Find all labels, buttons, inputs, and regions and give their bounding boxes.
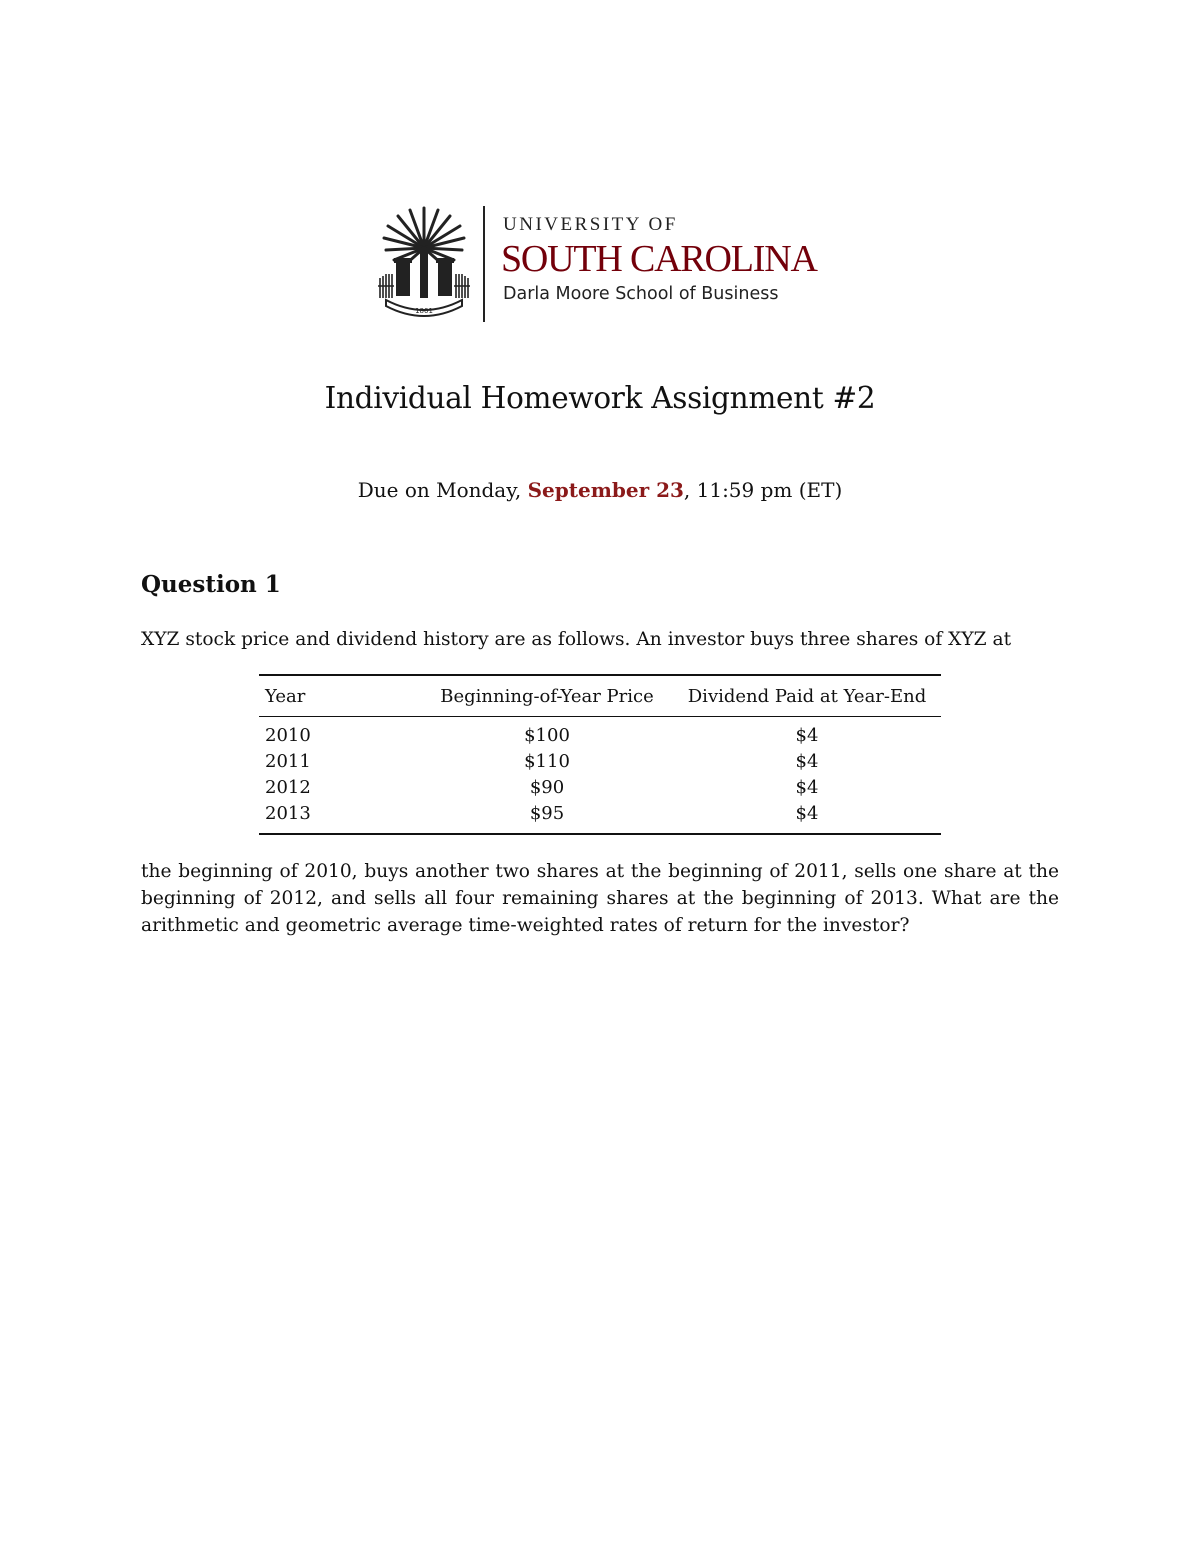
cell-dividend: $4: [795, 803, 819, 824]
cell-year: 2012: [265, 777, 311, 798]
cell-price: $90: [529, 777, 565, 798]
cell-year: 2013: [265, 803, 311, 824]
cell-price: $95: [529, 803, 565, 824]
column-header-year: Year: [259, 675, 421, 717]
column-header-price: Beginning-of-Year Price: [421, 675, 673, 717]
question-1-intro: XYZ stock price and dividend history are as follows. An investor buys three shares of XYZ at: [141, 629, 1012, 650]
cell-year: 2010: [265, 725, 311, 746]
page-title: Individual Homework Assignment #2: [324, 381, 876, 415]
table-header-row: [259, 675, 941, 717]
logo-school-name: Darla Moore School of Business: [503, 284, 779, 304]
column-header-dividend: Dividend Paid at Year-End: [673, 675, 941, 717]
table-row: [259, 775, 941, 801]
due-prefix: Due on Monday,: [357, 478, 528, 502]
price-dividend-table: [259, 674, 941, 835]
table-row: [259, 749, 941, 775]
svg-text:1801: 1801: [415, 307, 433, 315]
due-suffix: , 11:59 pm (ET): [683, 478, 843, 502]
due-date: September 23: [527, 478, 684, 502]
cell-year: 2011: [265, 751, 311, 772]
palmetto-tree-icon: [376, 202, 472, 322]
question-1-heading: Question 1: [141, 571, 281, 598]
question-1-continuation: the beginning of 2010, buys another two shares at the beginning of 2011, sells one share at the beginning of 2012, and sells all four remaining shares at the beginning of 2013. What are the arithmetic and geometric average time-weighted rates of return for the investor?: [141, 861, 1059, 936]
cell-dividend: $4: [795, 751, 819, 772]
cell-price: $100: [524, 725, 570, 746]
logo-divider: [483, 206, 485, 322]
cell-price: $110: [524, 751, 570, 772]
due-date-line: [0, 478, 1200, 502]
university-logo: [376, 202, 836, 324]
table-row: [259, 801, 941, 834]
logo-university-of: UNIVERSITY OF: [503, 214, 678, 235]
cell-dividend: $4: [795, 777, 819, 798]
logo-south-carolina: SOUTH CAROLINA: [501, 238, 817, 280]
cell-dividend: $4: [795, 725, 819, 746]
table-row: [259, 717, 941, 750]
